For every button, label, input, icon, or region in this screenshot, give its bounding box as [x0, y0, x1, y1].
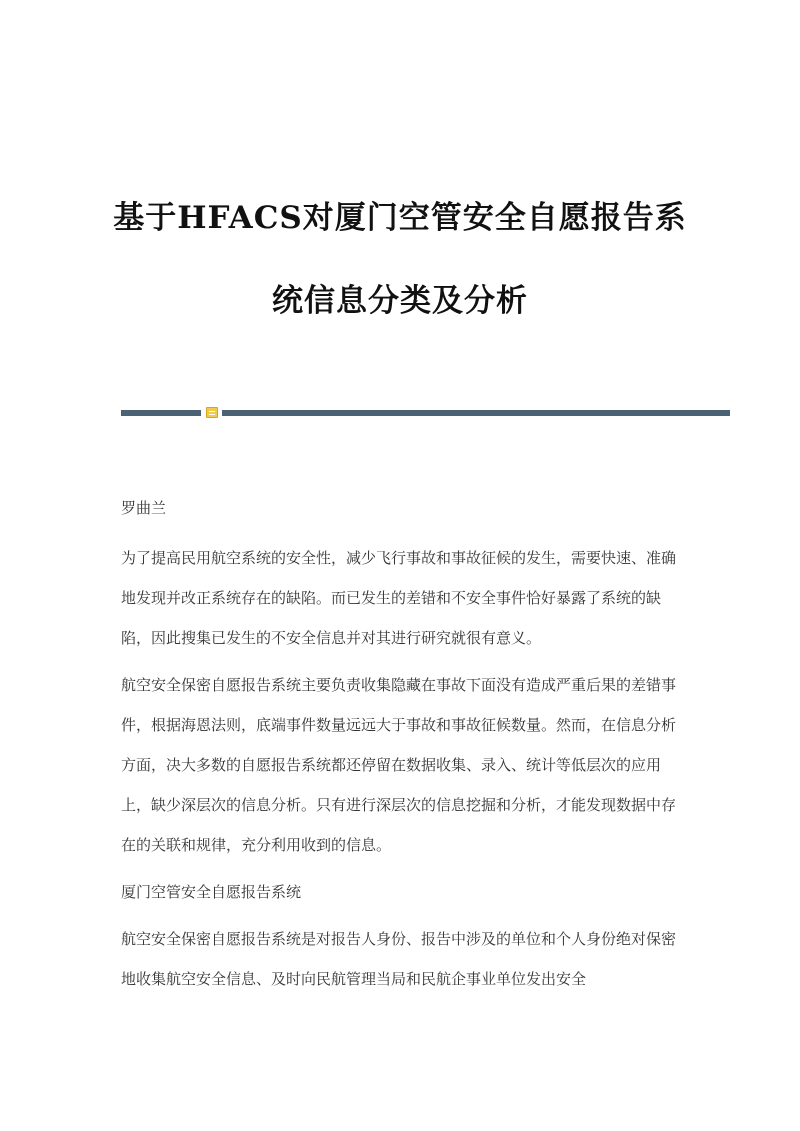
document-body [121, 488, 681, 1006]
section-heading: 厦门空管安全自愿报告系统 [121, 883, 302, 901]
paragraph-intro: 为了提高民用航空系统的安全性，减少飞行事故和事故征候的发生，需要快速、准确地发现并改正系统存在的缺陷。而已发生的差错和不安全事件恰好暴露了系统的缺陷，因此搜集已发生的不安全信息并对其进行研究就很有意义。 [121, 549, 677, 647]
paragraph-system-definition: 航空安全保密自愿报告系统是对报告人身份、报告中涉及的单位和个人身份绝对保密地收集航空安全信息、及时向民航管理当局和民航企事业单位发出安全 [121, 930, 677, 988]
divider-bar-right [222, 410, 730, 416]
title-divider [121, 409, 730, 417]
author-name: 罗曲兰 [121, 499, 167, 517]
document-icon [206, 407, 218, 418]
document-title-line-1: 基于HFACS对厦门空管安全自愿报告系 [113, 200, 687, 236]
paragraph-system-overview: 航空安全保密自愿报告系统主要负责收集隐藏在事故下面没有造成严重后果的差错事件，根据海恩法则，底端事件数量远远大于事故和事故征候数量。然而，在信息分析方面，决大多数的自愿报告系统都还停留在数据收集、录入、统计等低层次的应用上，缺少深层次的信息分析。只有进行深层次的信息挖掘和分析，才能发现数据中存在的关联和规律，充分利用收到的信息。 [121, 676, 677, 854]
divider-bar-left [121, 410, 201, 416]
document-title-line-2: 统信息分类及分析 [272, 283, 528, 319]
